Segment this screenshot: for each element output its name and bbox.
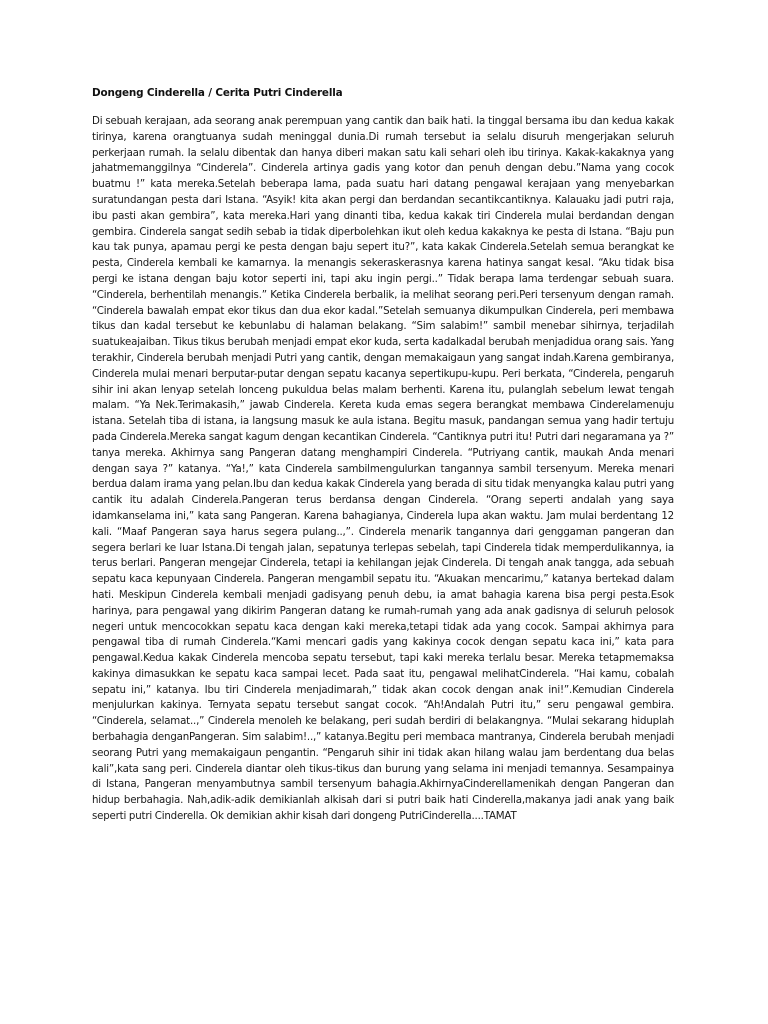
document-body-paragraph: Di sebuah kerajaan, ada seorang anak perempuan yang cantik dan baik hati. Ia tinggal bersama ibu dan kedua kakak tirinya, karena orangtuanya sudah meninggal dunia.Di rumah tersebut ia selalu disuruh mengerjakan seluruh perkerjaan rumah. Ia selalu dibentak dan hanya diberi makan satu kali sehari oleh ibu tirinya. Kakak-kakaknya yang jahatmemanggilnya “Cinderela”. Cinderela artinya gadis yang kotor dan penuh dengan debu.”Nama yang cocok buatmu !” kata mereka.Setelah beberapa lama, pada suatu hari datang pengawal kerajaan yang menyebarkan suratundangan pesta dari Istana. “Asyik! kita akan pergi dan berdandan secantikcantiknya. Kalauaku jadi putri raja, ibu pasti akan gembira”, kata mereka.Hari yang dinanti tiba, kedua kakak tiri Cinderela mulai berdandan dengan gembira. Cinderela sangat sedih sebab ia tidak diperbolehkan ikut oleh kedua kakaknya ke pesta di Istana. “Baju pun kau tak punya, apamau pergi ke pesta dengan baju sepert itu?”, kata kakak Cinderela.Setelah semua berangkat ke pesta, Cinderela kembali ke kamarnya. Ia menangis sekeraskerasnya karena hatinya sangat kesal. “Aku tidak bisa pergi ke istana dengan baju kotor seperti ini, tapi aku ingin pergi..” Tidak berapa lama terdengar sebuah suara. “Cinderela, berhentilah menangis.” Ketika Cinderela berbalik, ia melihat seorang peri.Peri tersenyum dengan ramah. “Cinderela bawalah empat ekor tikus dan dua ekor kadal.”Setelah semuanya dikumpulkan Cinderela, peri membawa tikus dan kadal tersebut ke kebunlabu di halaman belakang. “Sim salabim!” sambil menebar sihirnya, terjadilah suatukeajaiban. Tikus tikus berubah menjadi empat ekor kuda, serta kadalkadal berubah menjadidua orang sais. Yang terakhir, Cinderela berubah menjadi Putri yang cantik, dengan memakaigaun yang sangat indah.Karena gembiranya, Cinderela mulai menari berputar-putar dengan sepatu kacanya sepertikupu-kupu. Peri berkata, “Cinderela, pengaruh sihir ini akan lenyap setelah lonceng pukuldua belas malam berhenti. Karena itu, pulanglah sebelum lewat tengah malam. “Ya Nek.Terimakasih,” jawab Cinderela. Kereta kuda emas segera berangkat membawa Cinderelamenuju istana. Setelah tiba di istana, ia langsung masuk ke aula istana. Begitu masuk, pandangan semua yang hadir tertuju pada Cinderela.Mereka sangat kagum dengan kecantikan Cinderela. “Cantiknya putri itu! Putri dari negaramana ya ?” tanya mereka. Akhirnya sang Pangeran datang menghampiri Cinderela. “Putriyang cantik, maukah Anda menari dengan saya ?” katanya. “Ya!,” kata Cinderela sambilmengulurkan tangannya sambil tersenyum. Mereka menari berdua dalam irama yang pelan.Ibu dan kedua kakak Cinderela yang berada di situ tidak menyangka kalau putri yang cantik itu adalah Cinderela.Pangeran terus berdansa dengan Cinderela. “Orang seperti andalah yang saya idamkanselama ini,” kata sang Pangeran. Karena bahagianya, Cinderela lupa akan waktu. Jam mulai berdentang 12 kali. “Maaf Pangeran saya harus segera pulang..,”. Cinderela menarik tangannya dari genggaman pangeran dan segera berlari ke luar Istana.Di tengah jalan, sepatunya terlepas sebelah, tapi Cinderela tidak memperdulikannya, ia terus berlari. Pangeran mengejar Cinderela, tetapi ia kehilangan jejak Cinderela. Di tengah anak tangga, ada sebuah sepatu kaca kepunyaan Cinderela. Pangeran mengambil sepatu itu. “Akuakan mencarimu,” katanya bertekad dalam hati. Meskipun Cinderela kembali menjadi gadisyang penuh debu, ia amat bahagia karena bisa pergi pesta.Esok harinya, para pengawal yang dikirim Pangeran datang ke rumah-rumah yang ada anak gadisnya di seluruh pelosok negeri untuk mencocokkan sepatu kaca dengan kaki mereka,tetapi tidak ada yang cocok. Sampai akhirnya para pengawal tiba di rumah Cinderela.“Kami mencari gadis yang kakinya cocok dengan sepatu kaca ini,” kata para pengawal.Kedua kakak Cinderela mencoba sepatu tersebut, tapi kaki mereka terlalu besar. Mereka tetapmemaksa kakinya dimasukkan ke sepatu kaca sampai lecet. Pada saat itu, pengawal melihatCinderela. “Hai kamu, cobalah sepatu ini,” katanya. Ibu tiri Cinderela menjadimarah,” tidak akan cocok dengan anak ini!”.Kemudian Cinderela menjulurkan kakinya. Ternyata sepatu tersebut sangat cocok. “Ah!Andalah Putri itu,” seru pengawal gembira. “Cinderela, selamat..,” Cinderela menoleh ke belakang, peri sudah berdiri di belakangnya. “Mulai sekarang hiduplah berbahagia denganPangeran. Sim salabim!..,” katanya.Begitu peri membaca mantranya, Cinderela berubah menjadi seorang Putri yang memakaigaun pengantin. “Pengaruh sihir ini tidak akan hilang walau jam berdentang dua belas kali”,kata sang peri. Cinderela diantar oleh tikus-tikus dan burung yang selama ini menjadi temannya. Sesampainya di Istana, Pangeran menyambutnya sambil tersenyum bahagia.AkhirnyaCinderellamenikah dengan Pangeran dan hidup berbahagia. Nah,adik-adik demikianlah alkisah dari si putri baik hati Cinderella,makanya jadi anak yang baik seperti putri Cinderella. Ok demikian akhir kisah dari dongeng PutriCinderella....TAMAT [92, 115, 674, 823]
document-title: Dongeng Cinderella / Cerita Putri Cinderella [92, 87, 343, 99]
document-page [92, 86, 674, 825]
